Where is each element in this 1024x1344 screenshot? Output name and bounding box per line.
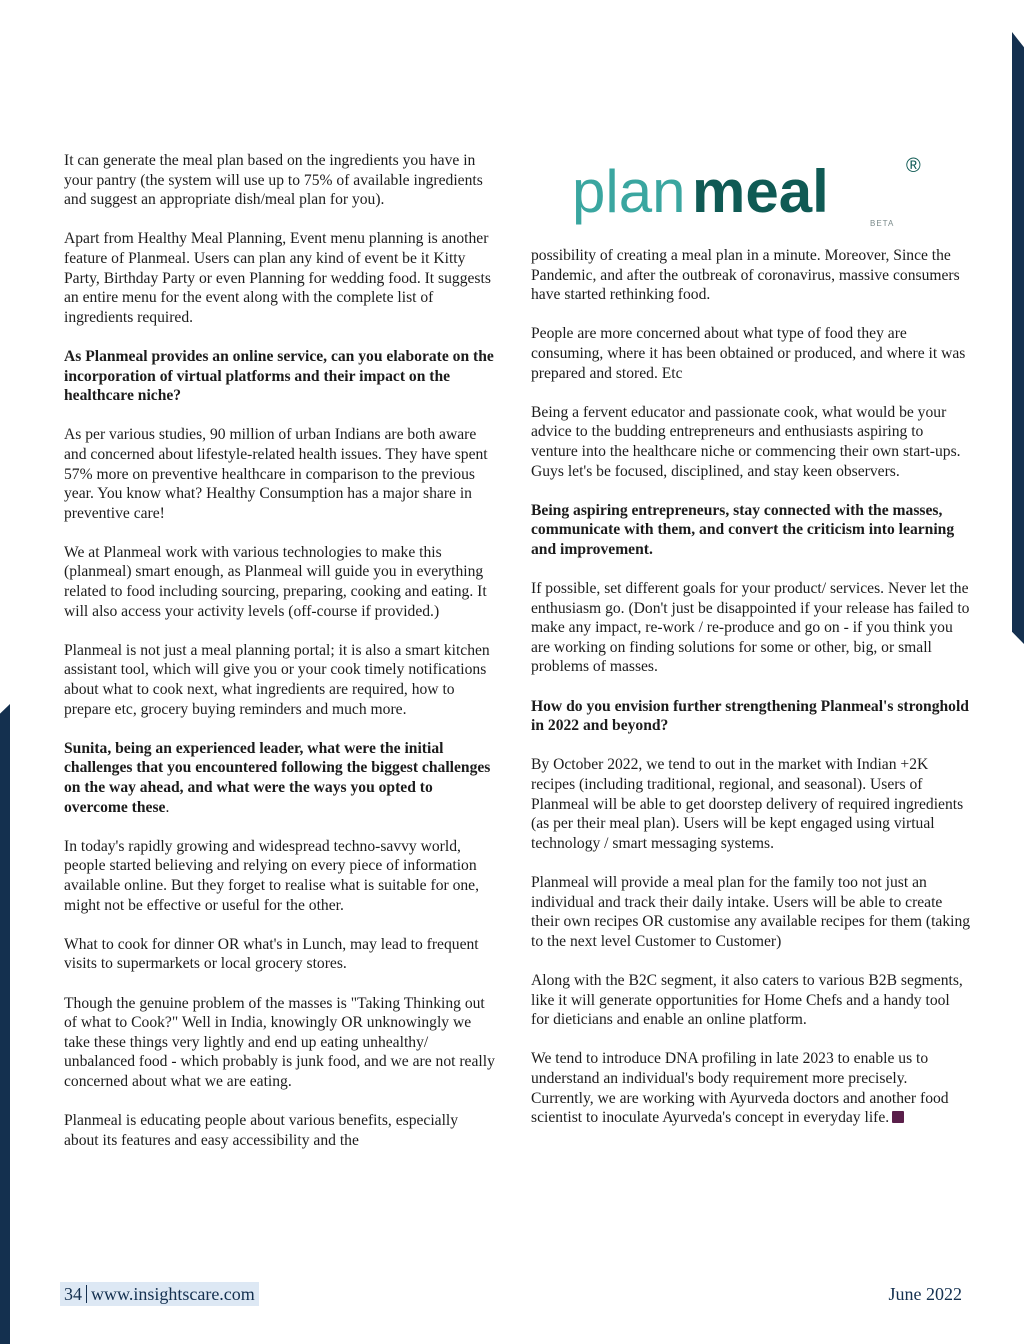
question-text: As Planmeal provides an online service, can you elaborate on the incorporation of virtual platforms and their impact on the healthcare niche? [64,347,494,405]
paragraph [64,739,496,817]
paragraph [64,151,496,210]
paragraph-text: Though the genuine problem of the masses is "Taking Thinking out of what to Cook?" Well in India, knowingly OR unknowingly we take these things very lightly and end up eating unhealthy/ unbalanced food - which probably is junk food, and we are not really concerned about what we are eating. [64,994,495,1090]
paragraph-text: Planmeal will provide a meal plan for the family too not just an individual and track their daily intake. Users will be able to create their own recipes OR customise any available recipes for them (taking to the next level Customer to Customer) [531,874,971,950]
punctuation: . [165,798,170,816]
left-edge-accent [0,704,10,1344]
paragraph [531,697,971,736]
paragraph-text: Planmeal is educating people about various benefits, especially about its features and easy accessibility and the [64,1112,459,1149]
paragraph [531,755,971,853]
paragraph [64,837,496,915]
paragraph-text: In today's rapidly growing and widespread techno-savvy world, people started believing and relying on every piece of information available online. But they forget to realise what is suitable for one, might not be effective or useful for the other. [64,837,479,914]
logo-text-meal: meal [692,158,829,225]
paragraph [531,971,971,1030]
question-text: Sunita, being an experienced leader, what were the initial challenges that you encountered following the biggest challenges on the way ahead, and what were the ways you opted to overcome these [64,739,491,816]
paragraph-text: Being a fervent educator and passionate cook, what would be your advice to the budding entrepreneurs and enthusiasts aspiring to venture into the healthcare niche or commencing their own start-ups. Guys let's be focused, disciplined, and stay keen observers. [531,403,961,480]
paragraph [64,229,496,327]
paragraph-text: Planmeal is not just a meal planning portal; it is also a smart kitchen assistant tool, which will give you or your cook timely notifications about what to cook next, what ingredients are required, how to prepare etc, grocery buying reminders and much more. [64,641,490,718]
left-text-column [64,151,496,1170]
end-mark-icon [892,1111,904,1123]
logo-text-plan: plan [572,158,686,225]
paragraph-text: If possible, set different goals for your product/ services. Never let the enthusiasm go. (Don't just be disappointed if your release has failed to make any impact, re-work / re-produce and go on - if you think you are working on finding solutions for some or other, big, or small problems of masses. [531,580,970,676]
paragraph [531,579,971,677]
footer-separator [86,1285,87,1303]
paragraph [64,994,496,1092]
paragraph-text: We tend to introduce DNA profiling in late 2023 to enable us to understand an individual's body requirement more precisely. Currently, we are working with Ayurveda doctors and another food scientist to inoculate Ayurveda's concept in everyday life. [531,1050,949,1127]
paragraph [64,347,496,406]
right-edge-accent [1012,32,1024,644]
footer-page-info [60,1282,259,1306]
paragraph-text: By October 2022, we tend to out in the market with Indian +2K recipes (including traditional, regional, and seasonal). Users of Planmeal will be able to get doorstep delivery of required ingredients (as per their meal plan). Users will be kept engaged using virtual technology / smart messaging systems. [531,756,964,852]
paragraph-text: possibility of creating a meal plan in a minute. Moreover, Since the Pandemic, and after the outbreak of coronavirus, massive consumers have started rethinking food. [531,247,960,304]
question-text: Being aspiring entrepreneurs, stay connected with the masses, communicate with them, and convert the criticism into learning and improvement. [531,501,955,558]
paragraph-text: It can generate the meal plan based on the ingredients you have in your pantry (the system will use up to 75% of available ingredients and suggest an appropriate dish/meal plan for you). [64,152,483,209]
issue-date: June 2022 [888,1284,962,1304]
paragraph [64,935,496,974]
paragraph [531,324,971,383]
paragraph-text: Along with the B2C segment, it also caters to various B2B segments, like it will generate opportunities for Home Chefs and a handy tool for dieticians and enable an online platform. [531,971,963,1029]
paragraph [64,425,496,523]
paragraph [531,873,971,951]
paragraph [64,1111,496,1150]
paragraph [64,641,496,719]
page-number: 34 [64,1284,82,1304]
paragraph [531,501,971,560]
paragraph-text: Apart from Healthy Meal Planning, Event menu planning is another feature of Planmeal. Users can plan any kind of event be it Kitty Party, Birthday Party or even Planning for wedding food. It suggests an entire menu for the event along with the complete list of ingredients required. [64,230,491,326]
paragraph [64,543,496,621]
website-link[interactable]: www.insightscare.com [91,1284,255,1304]
paragraph [531,1049,971,1127]
paragraph-text: What to cook for dinner OR what's in Lunch, may lead to frequent visits to supermarkets or local grocery stores. [64,935,479,973]
right-text-column [531,246,971,1147]
paragraph [531,246,971,305]
logo-registered-mark: ® [906,155,921,177]
paragraph-text: People are more concerned about what type of food they are consuming, where it has been obtained or produced, and where it was prepared and stored. Etc [531,325,966,382]
planmeal-logo [570,150,932,232]
paragraph-text: As per various studies, 90 million of urban Indians are both aware and concerned about lifestyle-related health issues. They have spent 57% more on preventive healthcare in comparison to the previous year. You know what? Healthy Consumption has a major share in preventive care! [64,426,488,522]
question-text: How do you envision further strengthening Planmeal's stronghold in 2022 and beyond? [531,697,969,735]
logo-beta-badge: BETA [870,219,895,228]
paragraph-text: We at Planmeal work with various technologies to make this (planmeal) smart enough, as Planmeal will guide you in everything related to food including sourcing, preparing, cooking and eating. It will also access your activity levels (off-course if provided.) [64,543,487,620]
paragraph [531,403,971,481]
